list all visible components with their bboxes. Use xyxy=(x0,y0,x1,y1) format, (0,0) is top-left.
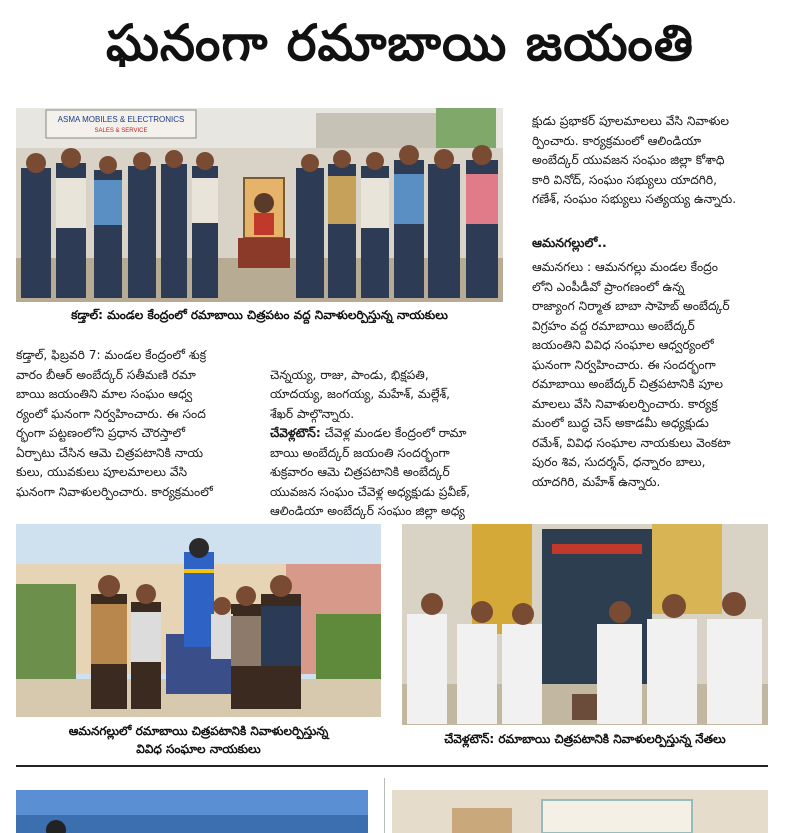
article-column-1: కడ్తాల్, ఫిబ్రవరి 7: మండల కేంద్రంలో శుక్ర వారం బీఆర్ అంబేద్కర్ సతీమణి రమా బాయి జయంతిని మాల సంఘం ఆధ్వ ర్యంలో ఘనంగా నిర్వహించారు. ఈ సంద ర్భంగా పట్టణంలోని ప్రధాన చౌరస్తాలో ఏర్పాటు చేసిన ఆమె చిత్రపటానికి నాయ కులు, యువకులు పూలమాలలు వేసి ఘనంగా నివాళులర్పించారు. కార్యక్రమంలో xyxy=(16,348,213,499)
photo-kadthal-scene xyxy=(16,108,503,302)
photo2-caption xyxy=(16,722,381,758)
column-2-text-b: చేవెళ్ల మండల కేంద్రంలో రామా బాయి అంబేద్కర్ జయంతి సందర్భంగా శుక్రవారం ఆమె చిత్రపటానికి అంబేద్కర్ యువజన సంఘం చేవెళ్ల అధ్యక్షుడు ప్రవీణ్, ఆలిండియా అంబేద్కర్ సంఘం జిల్లా అధ్య xyxy=(270,426,471,518)
photo2-caption-line1: ఆమనగల్లులో రమాబాయి చిత్రపటానికి నివాళులర్పిస్తున్న xyxy=(68,724,329,738)
photo-chevella-scene xyxy=(402,524,768,725)
photo1-caption: కడ్తాల్: మండల కేంద్రంలో రమాబాయి చిత్రపటం వద్ద నివాళులర్పిస్తున్న నాయకులు xyxy=(71,308,448,322)
column-divider-bottom xyxy=(384,778,385,833)
article-amanagal: ఆమనగలు : ఆమనగల్లు మండల కేంద్రం లోని ఎంపీడీవో ప్రాంగణంలో ఉన్న రాజ్యాంగ నిర్మాత బాబా సాహెబ్ అంబేద్కర్ విగ్రహం వద్ద రమాబాయి అంబేద్కర్ జయంతిని వివిధ సంఘాల ఆధ్వర్యంలో ఘనంగా నిర్వహించారు. ఈ సందర్భంగా రమాబాయి అంబేద్కర్ చిత్రపటానికి పూల మాలలు వేసి నివాళులర్పించారు. కార్యక్ర మంలో బుద్ధ చెస్ అకాడమీ అధ్యక్షుడు రమేశ్, వివిధ సంఘాల నాయకులు వెంకటా పురం శివ, సుదర్శన్, ధన్నారం బాలు, యాదగిరి, మహేశ్ ఉన్నారు. xyxy=(532,260,731,489)
column-2-text-a: చెన్నయ్య, రాజు, పాండు, భిక్షపతి, యాదయ్య, జంగయ్య, మహేశ్, మల్లేశ్, శేఖర్ పాల్గొన్నారు. xyxy=(270,367,451,421)
section-heading-amanagal: ఆమనగల్లులో.. xyxy=(532,235,607,250)
photo-kadthal-tribute xyxy=(16,108,503,302)
section-heading-chevella: చేవెళ్లటౌన్: xyxy=(270,426,321,440)
section-divider xyxy=(16,765,768,767)
article-right-column-top: క్షుడు ప్రభాకర్ పూలమాలలు వేసి నివాళుల ర్పించారు. కార్యక్రమంలో ఆలిండియా అంబేద్కర్ యువజన సంఘం జిల్లా కోశాధి కారి వినోద్, సంఘం సభ్యులు యాదగిరి, గణేశ్, సంఘం సభ్యులు సత్యయ్య ఉన్నారు. xyxy=(532,114,737,206)
article-column-2 xyxy=(270,346,510,522)
photo-next-right-scene xyxy=(392,790,768,833)
shop-sign-subtext: SALES & SERVICE xyxy=(94,128,148,134)
shop-sign-text: ASMA MOBILES & ELECTRONICS xyxy=(57,115,185,124)
photo-amanagal-scene xyxy=(16,524,381,717)
photo2-caption-line2: వివిధ సంఘాల నాయకులు xyxy=(136,742,261,756)
photo3-caption: చేవెళ్లటౌన్: రమాబాయి చిత్రపటానికి నివాళులర్పిస్తున్న నేతలు xyxy=(444,732,726,746)
photo-next-article-left xyxy=(16,790,368,833)
page-headline: ఘనంగా రమాబాయి జయంతి xyxy=(105,14,694,72)
photo-next-article-right xyxy=(392,790,768,833)
photo-amanagal-tribute xyxy=(16,524,381,717)
photo-chevella-tribute xyxy=(402,524,768,725)
photo-next-left-scene xyxy=(16,790,368,833)
